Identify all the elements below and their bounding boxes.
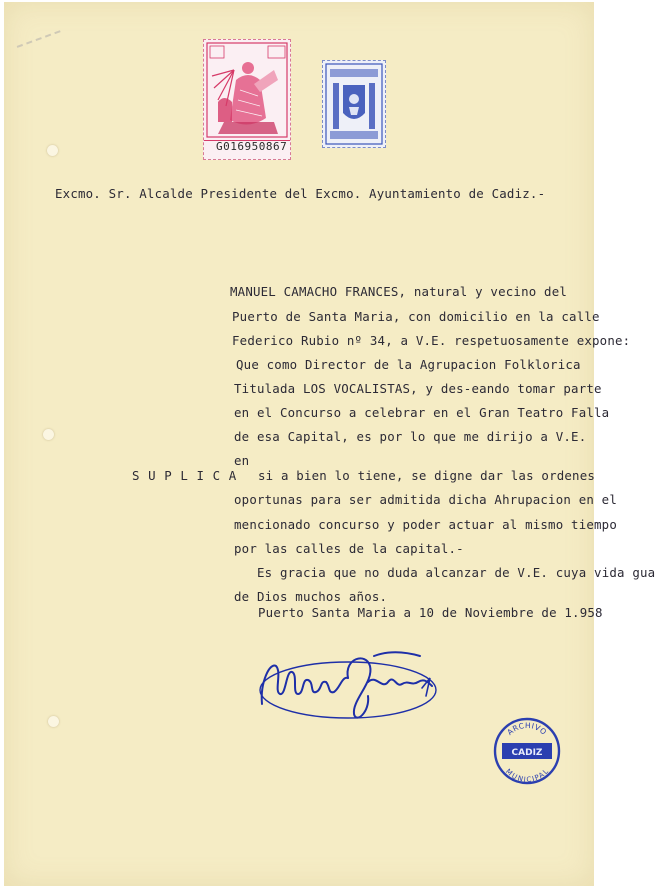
closing-line: Es gracia que no duda alcanzar de V.E. cuya vida gua — [257, 565, 655, 580]
letter-date: Puerto Santa Maria a 10 de Noviembre de 1.958 — [258, 605, 603, 620]
seal-middle-text: CADIZ — [511, 748, 543, 758]
body-line: Titulada LOS VOCALISTAS, y des-eando tomar parte — [234, 381, 602, 396]
closing-line: de Dios muchos años. — [234, 589, 388, 604]
suplica-line: oportunas para ser admitida dicha Ahrupacion en el — [234, 492, 617, 507]
svg-text:MUNICIPAL — [504, 767, 550, 784]
archive-seal — [492, 716, 562, 786]
suplica-line: si a bien lo tiene, se digne dar las ordenes — [258, 468, 596, 483]
seal-top-text: ARCHIVO — [505, 720, 549, 737]
suplica-line: por las calles de la capital.- — [234, 541, 464, 556]
ruler-marks — [17, 30, 62, 49]
body-line: en — [234, 453, 250, 468]
suplica-heading: S U P L I C A — [132, 468, 237, 483]
municipal-stamp-blue — [322, 60, 386, 148]
punch-hole — [48, 716, 59, 727]
body-line: MANUEL CAMACHO FRANCES, natural y vecino del — [230, 284, 568, 299]
body-line: de esa Capital, es por lo que me dirijo a V.E. — [234, 429, 587, 444]
document-page — [4, 2, 655, 886]
body-line: Federico Rubio nº 34, a V.E. respetuosamente expone: — [232, 333, 631, 348]
suplica-line: mencionado concurso y poder actuar al mismo tiempo — [234, 517, 617, 532]
body-line: Puerto de Santa Maria, con domicilio en la calle — [232, 309, 600, 324]
body-line: en el Concurso a celebrar en el Gran Teatro Falla — [234, 405, 610, 420]
cadiz-arms-stamp-image — [323, 61, 385, 147]
body-line: Que como Director de la Agrupacion Folklorica — [236, 357, 581, 372]
punch-hole — [43, 429, 54, 440]
letter-address: Excmo. Sr. Alcalde Presidente del Excmo. Ayuntamiento de Cadiz.- — [55, 186, 546, 201]
seal-bottom-text: MUNICIPAL — [503, 767, 551, 784]
punch-hole — [47, 145, 58, 156]
stamp-serial-number: G016950867 — [216, 140, 288, 153]
handwritten-signature — [256, 642, 438, 726]
allegory-stamp-image — [204, 40, 290, 140]
